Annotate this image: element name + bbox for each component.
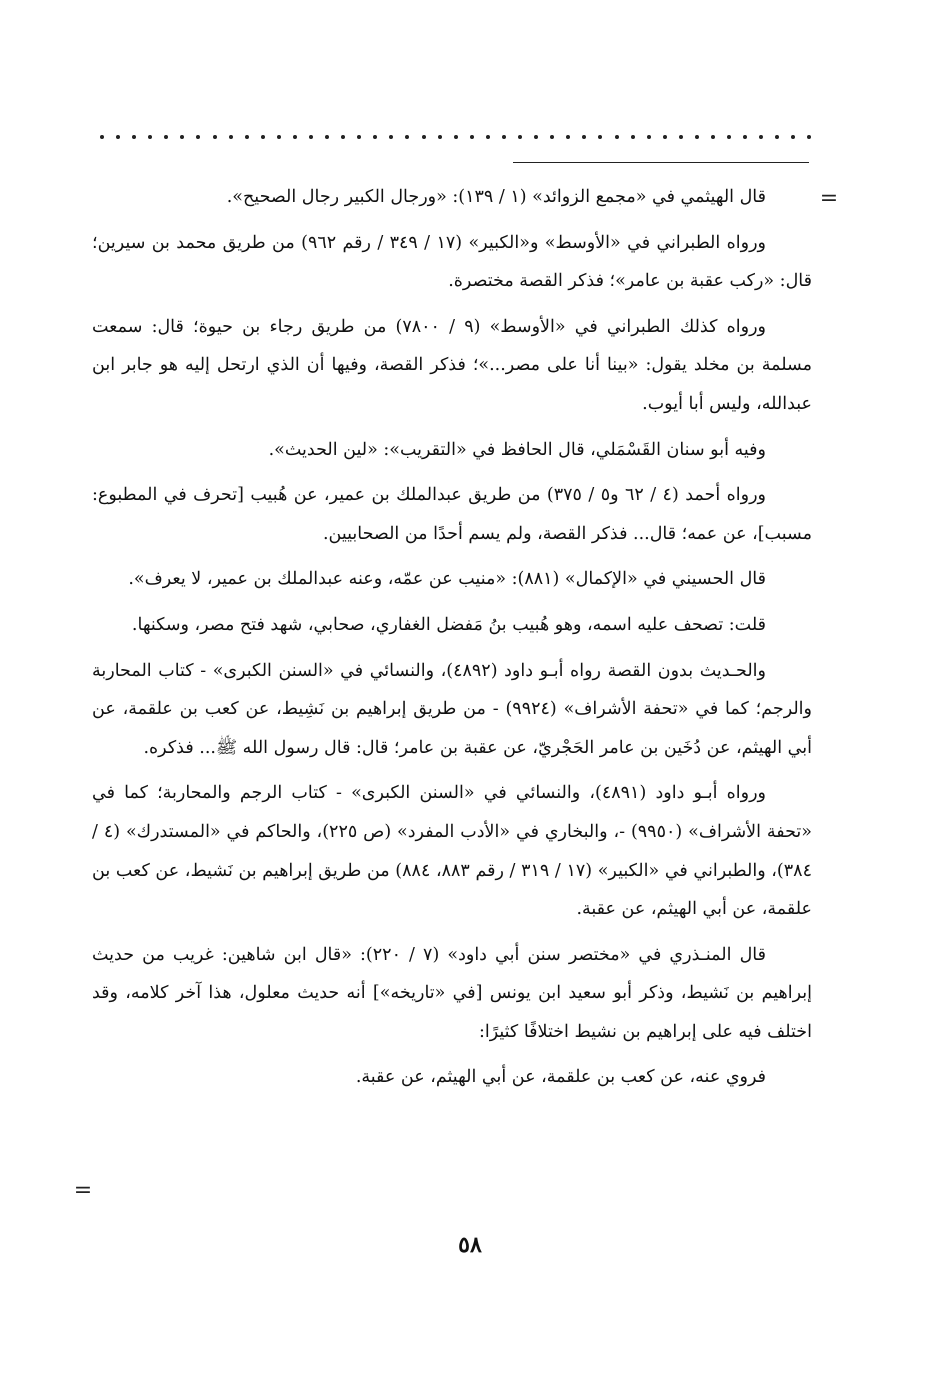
paragraph: قال الحسيني في «الإكمال» (٨٨١): «منيب عن عمّه، وعنه عبدالملك بن عمير، لا يعرف». <box>128 569 766 590</box>
continuation-marker-top: = <box>819 186 839 211</box>
paragraph: قال المنـذري في «مختصر سنن أبي داود» (٧ / ٢٢٠): «قال ابن شاهين: غريب من حديث إبراهيم بن نَشيط، وذكر أبو سعيد ابن يونس [في «تاريخه»] أنه حديث معلول، هذا آخر كلامه، وقد اختلف فيه على إبراهيم بن نشيط اختلافًا كثيرًا: <box>92 944 812 1042</box>
paragraph: فروي عنه، عن كعب بن علقمة، عن أبي الهيثم، عن عقبة. <box>355 1067 766 1088</box>
paragraph: قال الهيثمي في «مجمع الزوائد» (١ / ١٣٩): «ورجال الكبير رجال الصحيح». <box>226 187 766 207</box>
paragraph: والحـديث بدون القصة رواه أبـو داود (٤٨٩٢)، والنسائي في «السنن الكبرى» - كتاب المحاربة والرجم؛ كما في «تحفة الأشراف» (٩٩٢٤) - من طريق إبراهيم بن نَشِيط، عن كعب بن علقمة، عن أبي الهيثم، عن دُخَين بن عامر الحَجْريّ، عن عقبة بن عامر؛ قال: قال رسول الله ﷺ... فذكره. <box>92 660 812 758</box>
paragraph: ورواه الطبراني في «الأوسط» و«الكبير» (١٧ / ٣٤٩ / رقم ٩٦٢) من طريق محمد بن سيرين؛ قال: «ركب عقبة بن عامر»؛ فذكر القصة مختصرة. <box>92 232 812 292</box>
footnote-rule <box>513 162 809 163</box>
paragraph: ورواه كذلك الطبراني في «الأوسط» (٩ / ٧٨٠٠) من طريق رجاء بن حيوة؛ قال: سمعت مسلمة بن مخلد يقول: «بينا أنا على مصر...»؛ فذكر القصة، وفيها أن الذي ارتحل إليه هو جابر ابن عبدالله، وليس أبا أيوب. <box>92 316 812 414</box>
dotted-separator <box>100 122 812 152</box>
paragraph: ورواه أحمد (٤ / ٦٢ و٥ / ٣٧٥) من طريق عبدالملك بن عمير، عن هُبيب [تحرف في المطبوع: مسبب]، عن عمه؛ قال... فذكر القصة، ولم يسم أحدًا من الصحابيين. <box>92 485 812 544</box>
paragraph: وفيه أبو سنان القَسْمَلي، قال الحافظ في «التقريب»: «لين الحديث». <box>268 439 766 460</box>
page-number: ٥٨ <box>458 1232 482 1258</box>
footnote-text <box>92 178 812 1104</box>
continuation-marker-bottom: = <box>73 1178 93 1203</box>
paragraph: ورواه أبـو داود (٤٨٩١)، والنسائي في «السنن الكبرى» - كتاب الرجم والمحاربة؛ كما في «تحفة الأشراف» (٩٩٥٠) -، والبخاري في «الأدب المفرد» (ص ٢٢٥)، والحاكم في «المستدرك» (٤ / ٣٨٤)، والطبراني في «الكبير» (١٧ / ٣١٩ / رقم ٨٨٣، ٨٨٤) من طريق إبراهيم بن نَشيط، عن كعب بن علقمة، عن أبي الهيثم، عن عقبة. <box>92 783 813 920</box>
paragraph: قلت: تصحف عليه اسمه، وهو هُبيب بنُ مَفضل الغفاري، صحابي، شهد فتح مصر، وسكنها. <box>131 614 766 635</box>
